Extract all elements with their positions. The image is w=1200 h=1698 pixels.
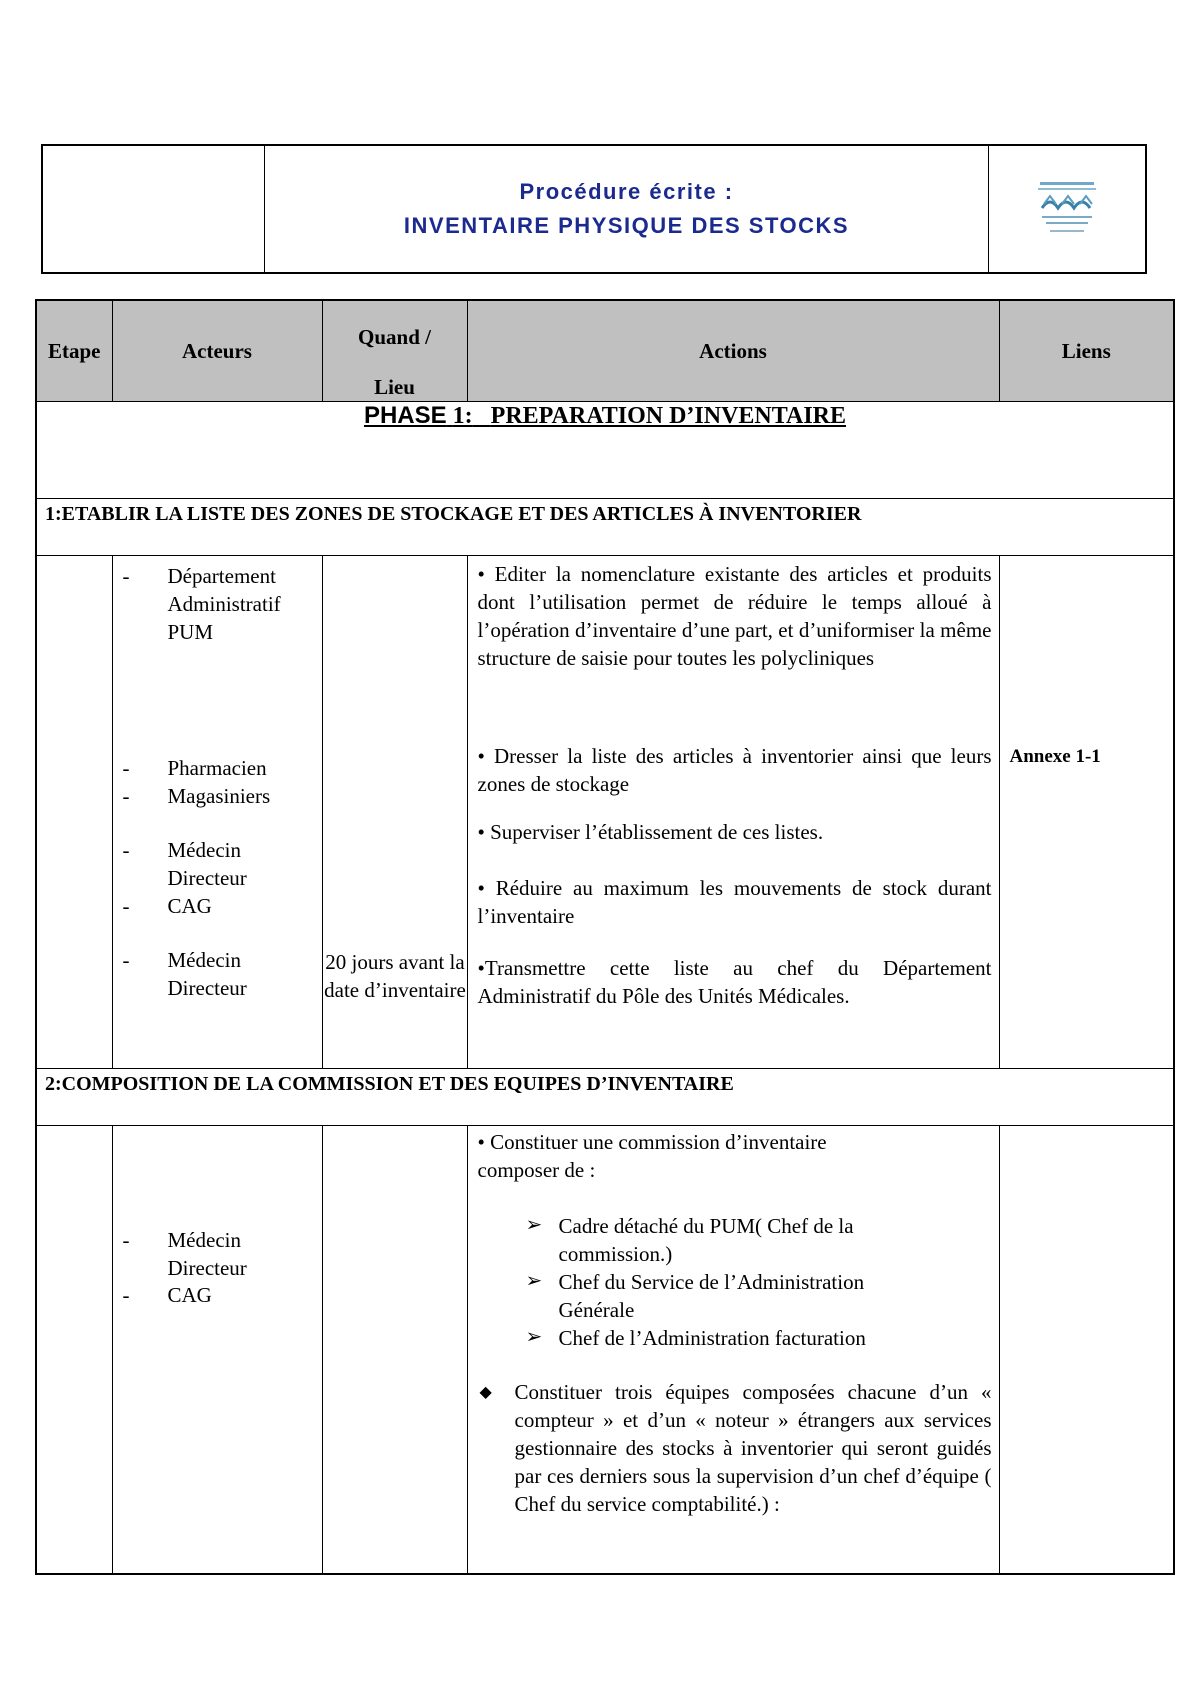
acteurs-cell: - Médecin Directeur - CAG: [112, 1126, 322, 1575]
actor-item: - Département Administratif PUM: [122, 564, 281, 644]
section-1-body: [36, 556, 1174, 1069]
actions-cell: [467, 1126, 999, 1575]
liens-cell: [999, 1126, 1174, 1575]
section-2-title: 2:COMPOSITION DE LA COMMISSION ET DES EQUIPES D’INVENTAIRE: [36, 1069, 1174, 1126]
action-item: • Réduire au maximum les mouvements de stock durant l’inventaire: [477, 876, 992, 928]
arrow-bullet-icon: ➢: [525, 1326, 543, 1348]
member-item: Chef de l’Administration facturation: [558, 1326, 866, 1350]
section-1-row: [36, 499, 1174, 556]
action-item: • Constituer une commission d’inventaire composer de :: [477, 1130, 827, 1182]
procedure-label: Procédure écrite :: [519, 179, 734, 204]
column-header-actions: Actions: [467, 300, 999, 402]
column-header-etape: Etape: [36, 300, 112, 402]
etape-cell: [36, 1126, 112, 1575]
timing-text: 20 jours avant la date d’inventaire: [324, 950, 466, 1002]
table-header-row: [36, 300, 1174, 402]
liens-cell: [999, 556, 1174, 1069]
section-2-row: [36, 1069, 1174, 1126]
quand-cell: [322, 1126, 467, 1575]
section-1-title: 1:ETABLIR LA LISTE DES ZONES DE STOCKAGE ET DES ARTICLES À INVENTORIER: [36, 499, 1174, 556]
etape-cell: [36, 556, 112, 1069]
phase-row: [36, 402, 1174, 499]
column-header-liens: Liens: [999, 300, 1174, 402]
arrow-bullet-icon: ➢: [525, 1214, 543, 1236]
phase-title: PHASE 1: PREPARATION D’INVENTAIRE: [363, 402, 847, 429]
arrow-bullet-icon: ➢: [525, 1270, 543, 1292]
header-title-cell: [265, 146, 989, 272]
procedure-title: INVENTAIRE PHYSIQUE DES STOCKS: [403, 213, 850, 238]
action-item: • Editer la nomenclature existante des articles et produits dont l’utilisation permet de réduire le temps alloué à l’opération d’inventaire d’une part, et d’uniformiser la même structure de saisie pour toutes les polycliniques: [477, 562, 992, 670]
header-left-cell: [43, 146, 265, 272]
column-header-acteurs: Acteurs: [112, 300, 322, 402]
procedure-table: [35, 299, 1175, 1575]
annex-link[interactable]: Annexe 1-1: [1009, 746, 1101, 767]
organization-logo-icon: [1032, 178, 1102, 240]
action-item: • Dresser la liste des articles à inventorier ainsi que leurs zones de stockage: [477, 744, 992, 796]
acteurs-cell: - Département Administratif PUM - Pharmacien - Magasiniers - Médecin Directeur - CAG - Médecin Directeur: [112, 556, 322, 1069]
member-item: Chef du Service de l’Administration Générale: [558, 1270, 865, 1322]
procedure-header: [41, 144, 1147, 274]
section-2-body: [36, 1126, 1174, 1575]
actions-cell: [467, 556, 999, 1069]
action-item: Constituer trois équipes composées chacune d’un « compteur » et d’un « noteur » étrangers aux services gestionnaire des stocks à inventorier qui seront guidés par ces derniers sous la supervision d’un chef d’équipe ( Chef du service comptabilité.) :: [514, 1380, 992, 1516]
action-item: • Superviser l’établissement de ces listes.: [477, 820, 824, 844]
column-header-quand: Quand / Lieu: [322, 300, 467, 402]
header-logo-cell: [989, 146, 1145, 272]
quand-cell: [322, 556, 467, 1069]
phase-cell: [36, 402, 1174, 499]
diamond-bullet-icon: ◆: [479, 1384, 492, 1401]
member-item: Cadre détaché du PUM( Chef de la commission.): [558, 1214, 854, 1266]
action-item: •Transmettre cette liste au chef du Département Administratif du Pôle des Unités Médicales.: [477, 956, 992, 1008]
